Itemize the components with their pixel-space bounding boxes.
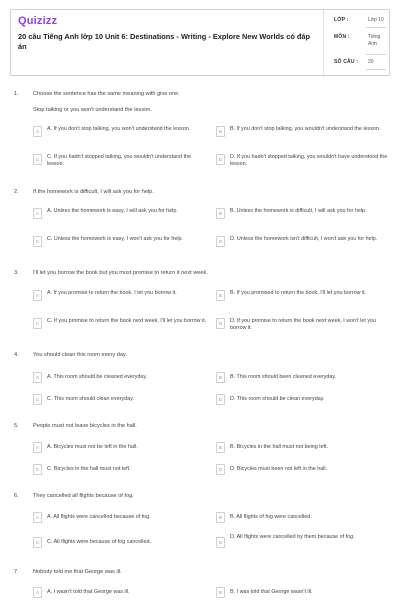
option-text: C. Unless the homework is easy, I won't ask you for help. — [47, 236, 184, 242]
question-number: 4. — [14, 352, 19, 358]
option-text: A. This room should be cleaned everyday. — [47, 374, 148, 380]
option-letter-box: D — [216, 154, 225, 165]
option-text: C. Bicycles in the hall must not left. — [47, 466, 131, 472]
option-letter-box: C — [33, 464, 42, 475]
question-prompt: Nobody told me that George was ill. — [33, 569, 122, 575]
count-underline — [366, 69, 386, 70]
option-letter-box: D — [216, 318, 225, 329]
grade-label: LỚP : — [334, 17, 349, 23]
worksheet-title: 20 câu Tiếng Anh lớp 10 Unit 6: Destinations - Writing - Explore New Worlds có đáp án — [18, 32, 311, 51]
grade-underline — [366, 27, 386, 28]
question-sentence: Stop talking or you won't understand the lesson. — [33, 107, 152, 113]
option-text: A. If you promise to return the book, I let you borrow it. — [47, 290, 177, 296]
option-letter-box: B — [216, 587, 225, 598]
question-prompt: People must not leave bicycles in the hall. — [33, 423, 137, 429]
option-text: B. If you promised to return the book, I'll let you borrow it. — [230, 290, 367, 296]
option-text: D. If you hadn't stopped talking, you wouldn't have understood the lesson. — [230, 154, 388, 167]
option-text: D. Unless the homework isn't difficult, I won't ask you for help. — [230, 236, 378, 242]
option-text: C. All flights were because of fog cancelled. — [47, 539, 151, 545]
option-letter-box: B — [216, 126, 225, 137]
option-letter-box: A — [33, 442, 42, 453]
option-text: B. Unless the homework is difficult, I will ask you for help. — [230, 208, 367, 214]
option-letter-box: C — [33, 318, 42, 329]
question-number: 7. — [14, 569, 19, 575]
question-prompt: They cancelled all flights because of fog. — [33, 493, 134, 499]
option-letter-box: B — [216, 442, 225, 453]
option-letter-box: C — [33, 154, 42, 165]
question-prompt: I'll let you borrow the book but you must promise to return it next week. — [33, 270, 208, 276]
question-number: 5. — [14, 423, 19, 429]
option-text: A. Unless the homework is easy, I will ask you for help. — [47, 208, 178, 214]
question-prompt: You should clean this room every day. — [33, 352, 127, 358]
grade-value: Lớp 10 — [368, 17, 384, 23]
option-text: D. All flights were cancelled by them because of fog. — [230, 534, 355, 540]
option-letter-box: D — [216, 537, 225, 548]
question-prompt: If the homework is difficult, I will ask you for help. — [33, 189, 154, 195]
option-letter-box: C — [33, 394, 42, 405]
option-text: B. If you don't stop talking, you wouldn't understand the lesson. — [230, 126, 381, 132]
option-letter-box: A — [33, 126, 42, 137]
option-text: C. This room should clean everyday. — [47, 396, 134, 402]
question-number: 1. — [14, 91, 19, 97]
option-letter-box: D — [216, 236, 225, 247]
count-label: SỐ CÂU : — [334, 59, 359, 65]
quizizz-logo: Quizizz — [18, 15, 58, 27]
option-letter-box: A — [33, 372, 42, 383]
question-number: 2. — [14, 189, 19, 195]
option-text: A. Bicycles must not be left in the hall. — [47, 444, 138, 450]
subject-underline — [366, 54, 386, 55]
meta-panel — [323, 10, 391, 77]
count-value: 20 — [368, 59, 374, 65]
option-text: B. All flights of fog were cancelled. — [230, 514, 312, 520]
option-text: B. This room should been cleaned everyday. — [230, 374, 337, 380]
subject-value: Tiếng Anh — [368, 34, 381, 47]
option-letter-box: D — [216, 464, 225, 475]
option-letter-box: D — [216, 394, 225, 405]
option-text: D. Bicycles must been not left in the hall. — [230, 466, 328, 472]
option-text: A. I wasn't told that George was ill. — [47, 589, 130, 595]
option-letter-box: A — [33, 512, 42, 523]
option-letter-box: C — [33, 537, 42, 548]
option-letter-box: B — [216, 290, 225, 301]
option-letter-box: B — [216, 372, 225, 383]
question-prompt: Choose the sentence has the same meaning with give one. — [33, 91, 180, 97]
option-text: D. This room should be clean everyday. — [230, 396, 325, 402]
option-text: B. I was told that George wasn't ill. — [230, 589, 313, 595]
option-text: D. If you promise to return the book next week, I won't let you borrow it. — [230, 318, 377, 331]
option-letter-box: B — [216, 512, 225, 523]
option-letter-box: A — [33, 208, 42, 219]
option-text: A. If you don't stop talking, you won't understand the lesson. — [47, 126, 191, 132]
subject-label: MÔN : — [334, 34, 350, 40]
option-text: C. If you promise to return the book next week, I'll let you borrow it. — [47, 318, 207, 324]
option-letter-box: A — [33, 587, 42, 598]
option-letter-box: A — [33, 290, 42, 301]
option-letter-box: B — [216, 208, 225, 219]
question-number: 3. — [14, 270, 19, 276]
option-text: C. If you hadn't stopped talking, you wouldn't understand the lesson. — [47, 154, 192, 167]
option-text: A. All flights were cancelled because of fog. — [47, 514, 151, 520]
worksheet-header — [10, 9, 390, 76]
question-number: 6. — [14, 493, 19, 499]
option-text: B. Bicycles in the hall must not being left. — [230, 444, 328, 450]
option-letter-box: C — [33, 236, 42, 247]
